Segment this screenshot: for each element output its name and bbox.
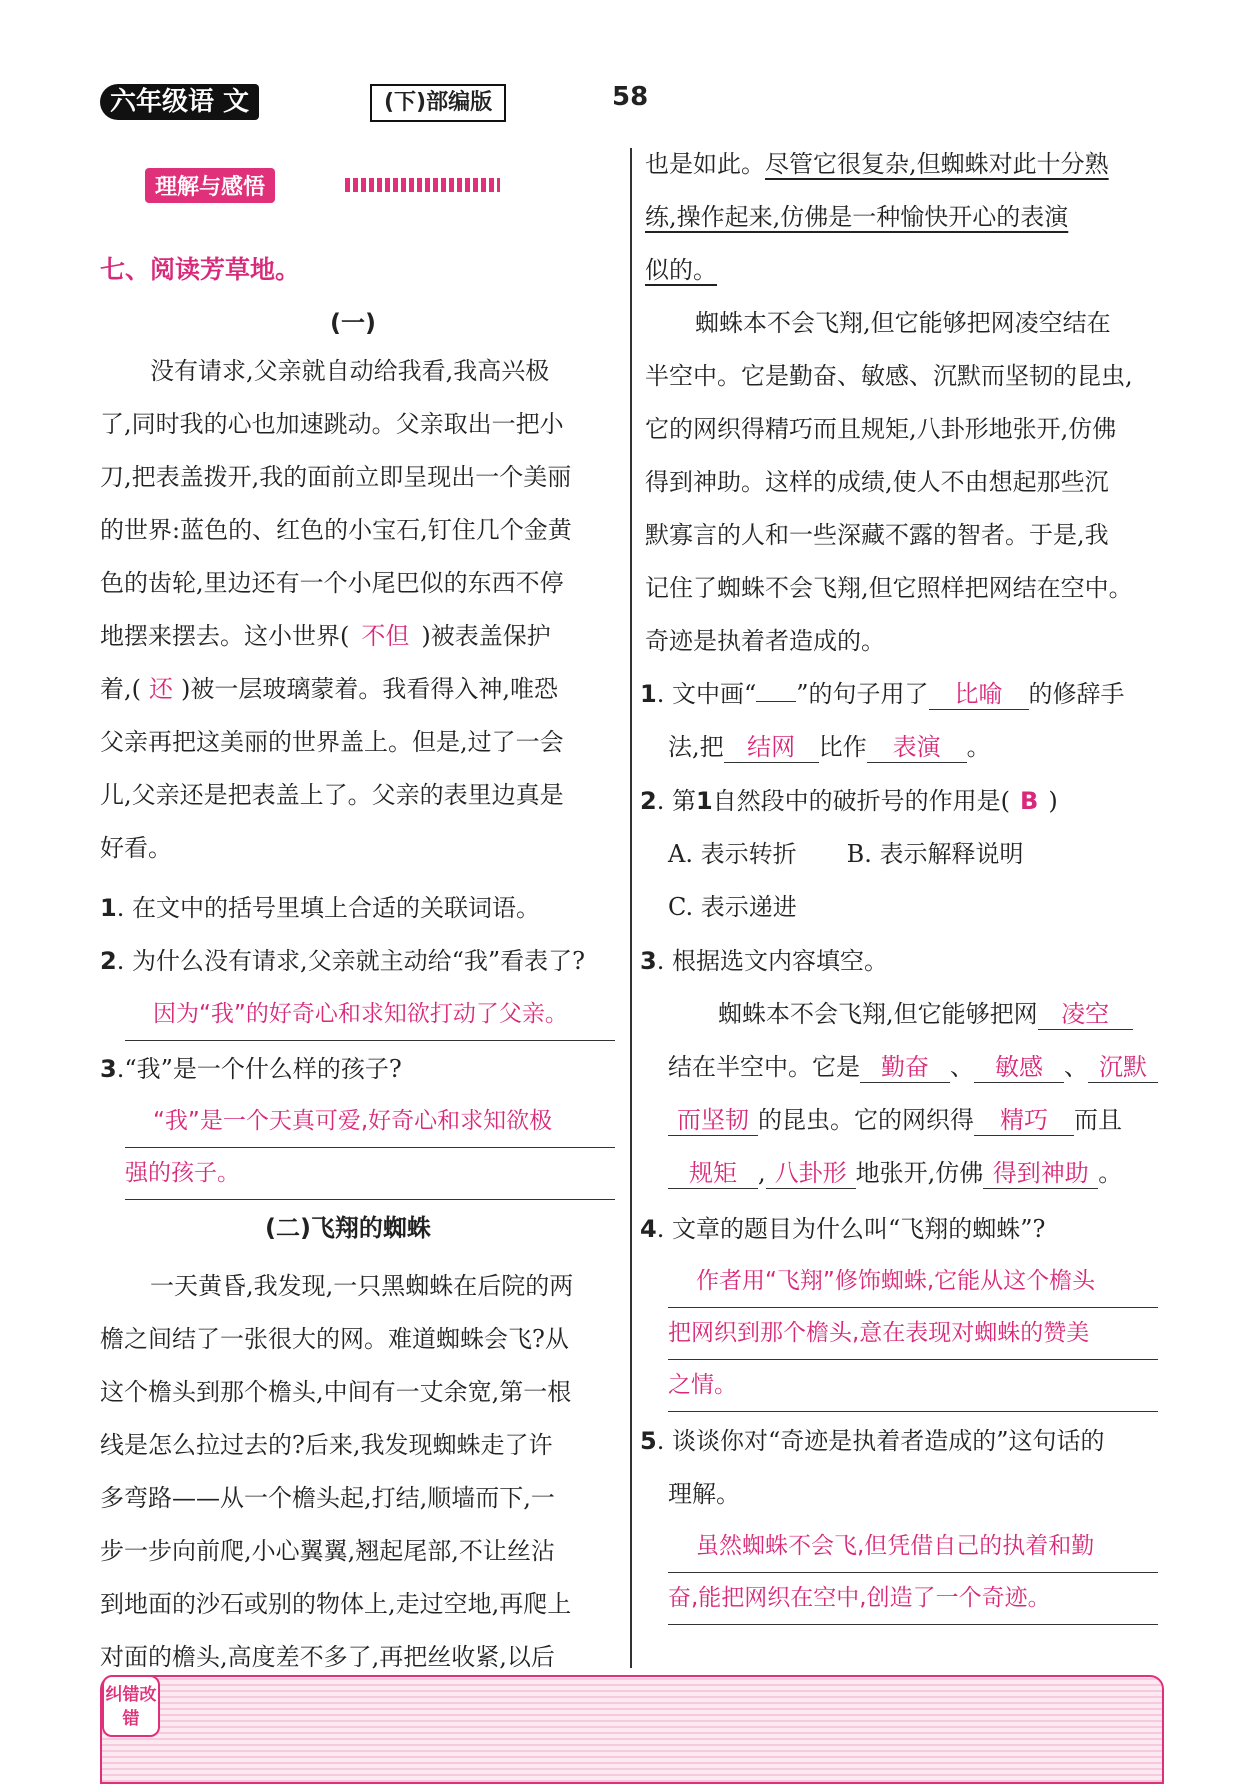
right-question-2 (640, 775, 1170, 934)
left-question-1 (100, 882, 620, 935)
right-q5-answer-line2: 奋,能把网织在空中,创造了一个奇迹。 (668, 1572, 1158, 1625)
text: 比作 (818, 733, 867, 761)
passage-line: 没有请求,父亲就自动给我看,我高兴极 (150, 357, 550, 385)
text: )被表盖保护 (421, 622, 551, 650)
option-b: B. 表示解释说明 (846, 840, 1024, 868)
text: . 谈谈你对“奇迹是执着者造成的”这句话的 (656, 1427, 1105, 1455)
passage-line (100, 610, 620, 663)
passage-line: 一天黄昏,我发现,一只黑蜘蛛在后院的两 (150, 1272, 574, 1300)
options-line (640, 828, 1170, 881)
question-line (640, 1415, 1170, 1468)
right-question-5 (640, 1415, 1170, 1521)
passage-line: 奇迹是执着者造成的。 (645, 627, 885, 655)
question-line (640, 935, 1170, 988)
right-question-1 (640, 668, 1170, 774)
part2-passage (100, 1260, 620, 1684)
right-q4-answer-line1: 作者用“飞翔”修饰蜘蛛,它能从这个檐头 (668, 1255, 1158, 1308)
part1-title: (一) (330, 309, 376, 337)
question-line: 理解。 (668, 1480, 740, 1508)
text: 结在半空中。它是 (668, 1053, 860, 1081)
underlined-sentence: 似的。 (645, 256, 717, 284)
left-q2-answer: 因为“我”的好奇心和求知欲打动了父亲。 (125, 988, 615, 1041)
question-text: .“我”是一个什么样的孩子? (116, 1055, 402, 1083)
passage-line: 刀,把表盖拨开,我的面前立即呈现出一个美丽 (100, 463, 572, 491)
banner-decoration (345, 178, 500, 192)
text: 。 (966, 733, 991, 761)
passage-line: 得到神助。这样的成绩,使人不由想起那些沉 (645, 468, 1109, 496)
answer-blank: 八卦形 (766, 1158, 856, 1189)
passage-line: 色的齿轮,里边还有一个小尾巴似的东西不停 (100, 569, 564, 597)
answer-choice: B (1020, 787, 1039, 815)
underlined-sentence: 练,操作起来,仿佛是一种愉快开心的表演 (645, 203, 1069, 231)
column-divider (630, 148, 632, 1668)
text: , (758, 1159, 766, 1187)
answer-blank: 凌空 (1038, 999, 1133, 1030)
passage-line: 这个檐头到那个檐头,中间有一丈余宽,第一根 (100, 1378, 572, 1406)
text: 、 (1064, 1053, 1088, 1081)
page-header (100, 70, 1000, 130)
question-number: 1 (100, 894, 117, 922)
passage-line: 半空中。它是勤奋、敏感、沉默而坚韧的昆虫, (645, 362, 1133, 390)
passage-line (645, 138, 1165, 191)
question-number: 5 (640, 1427, 657, 1455)
text: . 文中画“ (656, 680, 757, 708)
right-question-3 (640, 935, 1170, 1200)
underlined-sentence: 尽管它很复杂,但蜘蛛对此十分熟 (765, 150, 1109, 178)
text: ”的句子用了 (796, 680, 929, 708)
question-number: 2 (100, 947, 117, 975)
question-number: 1 (640, 680, 657, 708)
passage-line: 对面的檐头,高度差不多了,再把丝收紧,以后 (100, 1643, 555, 1671)
passage-line: 好看。 (100, 834, 172, 862)
text: 也是如此。 (645, 150, 765, 178)
question-line (640, 668, 1170, 721)
passage-line: 步一步向前爬,小心翼翼,翘起尾部,不让丝沾 (100, 1537, 555, 1565)
right-question-4 (640, 1203, 1170, 1256)
option-c: C. 表示递进 (668, 893, 797, 921)
passage-line: 记住了蜘蛛不会飞翔,但它照样把网结在空中。 (645, 574, 1133, 602)
page-number: 58 (612, 82, 649, 112)
question-line (640, 721, 1170, 774)
fill-line (640, 1147, 1170, 1200)
passage-line: 的世界:蓝色的、红色的小宝石,钉住几个金黄 (100, 516, 572, 544)
passage-line: 默寡言的人和一些深藏不露的智者。于是,我 (645, 521, 1109, 549)
text: 地摆来摆去。这小世界( (100, 622, 350, 650)
left-question-2 (100, 935, 620, 988)
passage-line: 了,同时我的心也加速跳动。父亲取出一把小 (100, 410, 564, 438)
answer-budan: 不但 (361, 622, 410, 650)
passage-line: 多弯路——从一个檐头起,打结,顺墙而下,一 (100, 1484, 555, 1512)
fill-line (640, 988, 1170, 1041)
passage-line: 蜘蛛本不会飞翔,但它能够把网凌空结在 (695, 309, 1111, 337)
answer-blank: 敏感 (974, 1052, 1064, 1083)
text: 法,把 (668, 733, 724, 761)
answer-blank: 规矩 (668, 1158, 758, 1189)
text: 的修辞手 (1028, 680, 1125, 708)
left-q3-answer-line1: “我”是一个天真可爱,好奇心和求知欲极 (125, 1095, 615, 1148)
question-number: 3 (100, 1055, 117, 1083)
question-text: . 文章的题目为什么叫“飞翔的蜘蛛”? (656, 1215, 1046, 1243)
question-number: 4 (640, 1215, 657, 1243)
text: ) (1048, 787, 1058, 815)
text: )被一层玻璃蒙着。我看得入神,唯恐 (181, 675, 558, 703)
text: . 第 (656, 787, 696, 815)
blank-marker (756, 701, 796, 702)
text: . 根据选文内容填空。 (656, 947, 888, 975)
text: 地张开,仿佛 (855, 1159, 984, 1187)
passage-line (100, 663, 620, 716)
grade-subject-label: 六年级语 文 (100, 84, 259, 120)
question-line (640, 775, 1170, 828)
text: 而且 (1074, 1106, 1122, 1134)
fill-line (640, 1041, 1170, 1094)
part2-title: (二)飞翔的蜘蛛 (265, 1214, 431, 1242)
text: 着,( (100, 675, 141, 703)
passage-line: 它的网织得精巧而且规矩,八卦形地张开,仿佛 (645, 415, 1117, 443)
answer-rhetoric: 比喻 (929, 679, 1029, 710)
question-text: . 为什么没有请求,父亲就主动给“我”看表了? (116, 947, 585, 975)
passage-line: 到地面的沙石或别的物体上,走过空地,再爬上 (100, 1590, 572, 1618)
section-title: 理解与感悟 (145, 168, 275, 203)
right-q4-answer-line3: 之情。 (668, 1359, 1158, 1412)
option-a: A. 表示转折 (668, 840, 797, 868)
answer-compared: 结网 (724, 732, 819, 763)
passage-line: 线是怎么拉过去的?后来,我发现蜘蛛走了许 (100, 1431, 553, 1459)
edition-label: (下)部编版 (370, 84, 506, 122)
section-banner (105, 162, 500, 202)
answer-blank: 勤奋 (860, 1052, 950, 1083)
fill-line (640, 1094, 1170, 1147)
text: 蜘蛛本不会飞翔,但它能够把网 (718, 1000, 1038, 1028)
footer-notes-area (100, 1675, 1164, 1784)
left-question-3 (100, 1043, 620, 1096)
right-passage-continued (645, 138, 1165, 668)
answer-blank: 而坚韧 (668, 1105, 758, 1136)
left-q3-answer-line2: 强的孩子。 (125, 1147, 615, 1200)
part1-passage (100, 345, 620, 875)
text: 。 (1098, 1159, 1123, 1187)
answer-blank: 得到神助 (983, 1158, 1098, 1189)
text: 、 (950, 1053, 974, 1081)
text: 的昆虫。它的网织得 (758, 1106, 974, 1134)
text: 1 (695, 787, 713, 815)
passage-line: 父亲再把这美丽的世界盖上。但是,过了一会 (100, 728, 564, 756)
question-text: . 在文中的括号里填上合适的关联词语。 (116, 894, 540, 922)
answer-blank: 沉默 (1088, 1052, 1158, 1083)
answer-compared-to: 表演 (867, 732, 967, 763)
passage-line: 儿,父亲还是把表盖上了。父亲的表里边真是 (100, 781, 564, 809)
question-number: 2 (640, 787, 657, 815)
passage-line: 檐之间结了一张很大的网。难道蜘蛛会飞?从 (100, 1325, 569, 1353)
text: 自然段中的破折号的作用是( (712, 787, 1011, 815)
answer-blank: 精巧 (974, 1105, 1074, 1136)
right-q5-answer-line1: 虽然蜘蛛不会飞,但凭借自己的执着和勤 (668, 1520, 1158, 1573)
correction-icon: 纠错改错 (102, 1675, 160, 1737)
right-q4-answer-line2: 把网织到那个檐头,意在表现对蜘蛛的赞美 (668, 1307, 1158, 1360)
question-number: 3 (640, 947, 657, 975)
answer-hai: 还 (149, 675, 173, 703)
exercise-title: 七、阅读芳草地。 (100, 255, 301, 284)
